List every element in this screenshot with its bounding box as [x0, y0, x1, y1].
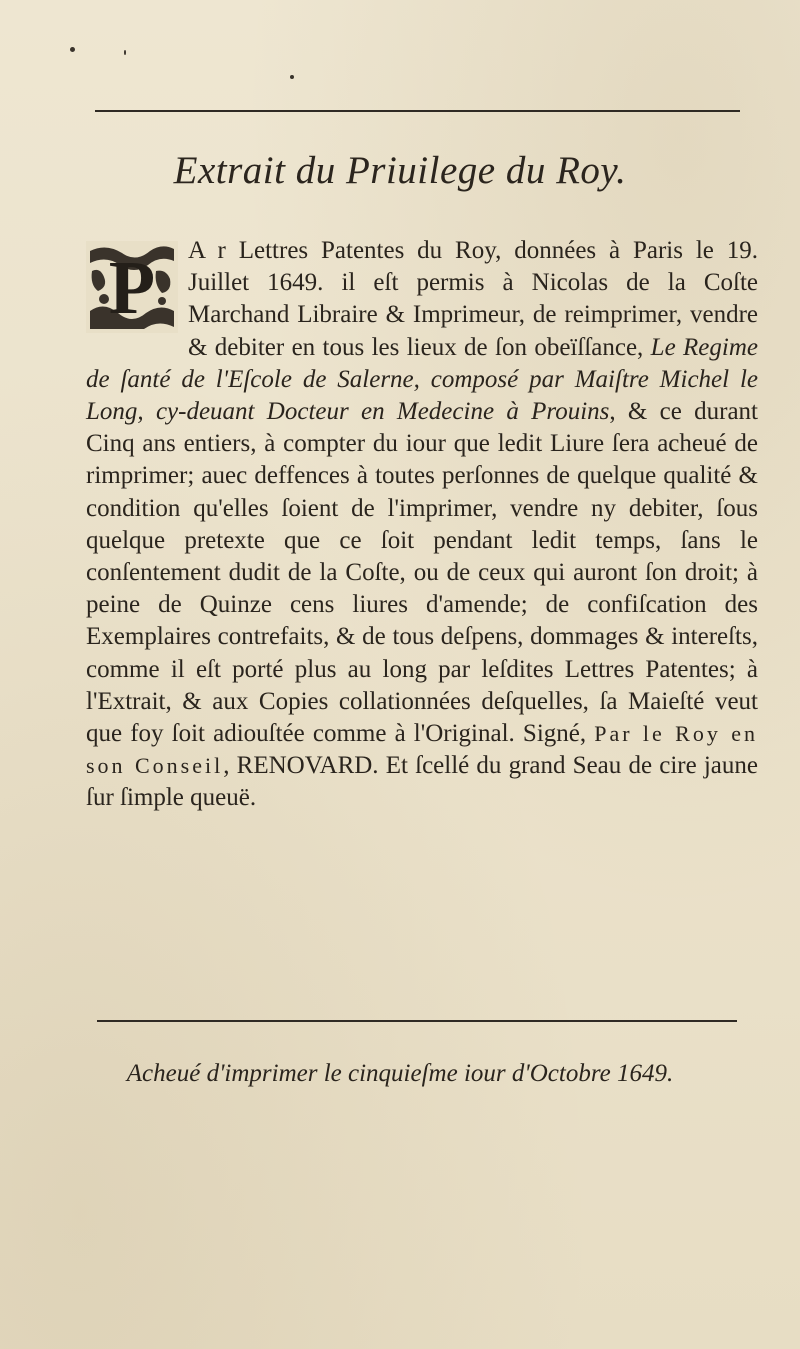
paragraph-part-2: , & ce durant Cinq ans entiers, à compter du iour que ledit Liure ſera acheué de rimprimer; auec deffences à toutes perſonnes de quelque qualité & condition qu'elles ſoient de l'imprimer, vendre ny debiter, ſous quelque pretexte que ce ſoit pendant ledit temps, ſans le conſentement dudit de la Coſte, ou de ceux qui auront ſon droit; à peine de Quinze cens liures d'amende; de confiſcation des Exemplaires contrefaits, & de tous deſpens, dommages & intereſts, comme il eſt porté plus au long par leſdites Lettres Patentes; à l'Extrait, & aux Copies collationnées deſquelles, ſa Maieſté veut que foy ſoit adiouſtée comme à l'Original. Signé, — [86, 398, 758, 748]
top-rule — [95, 110, 740, 112]
privilege-paragraph — [86, 235, 758, 815]
ink-speck — [124, 50, 126, 55]
paragraph-part-1: A r Lettres Patentes du Roy, données à Paris le 19. Juillet 1649. il eſt permis à Nicolas de la Coſte Marchand Libraire & Imprimeur, de reimprimer, vendre & debiter en tous les lieux de ſon obeïſſance, — [188, 237, 758, 361]
royal-council-smallcaps: Par le Roy en son Conseil — [86, 721, 758, 779]
book-title-italic: Le Regime de ſanté de l'Eſcole de Salerne, composé par Maiſtre Michel le Long, cy-deuant Docteur en Medecine à Prouins — [86, 333, 758, 426]
bottom-rule — [97, 1020, 737, 1022]
paragraph-part-3: , RENOVARD. Et ſcellé du grand Seau de cire jaune ſur ſimple queuë. — [86, 752, 758, 812]
colophon: Acheué d'imprimer le cinquieſme iour d'Octobre 1649. — [126, 1060, 674, 1087]
ink-speck — [70, 47, 75, 52]
page-title: Extrait du Priuilege du Roy. — [173, 149, 627, 192]
ink-speck — [290, 75, 294, 79]
svg-text:P: P — [108, 246, 156, 330]
privilege-text-block — [86, 235, 758, 815]
decorated-initial-p — [86, 241, 178, 333]
